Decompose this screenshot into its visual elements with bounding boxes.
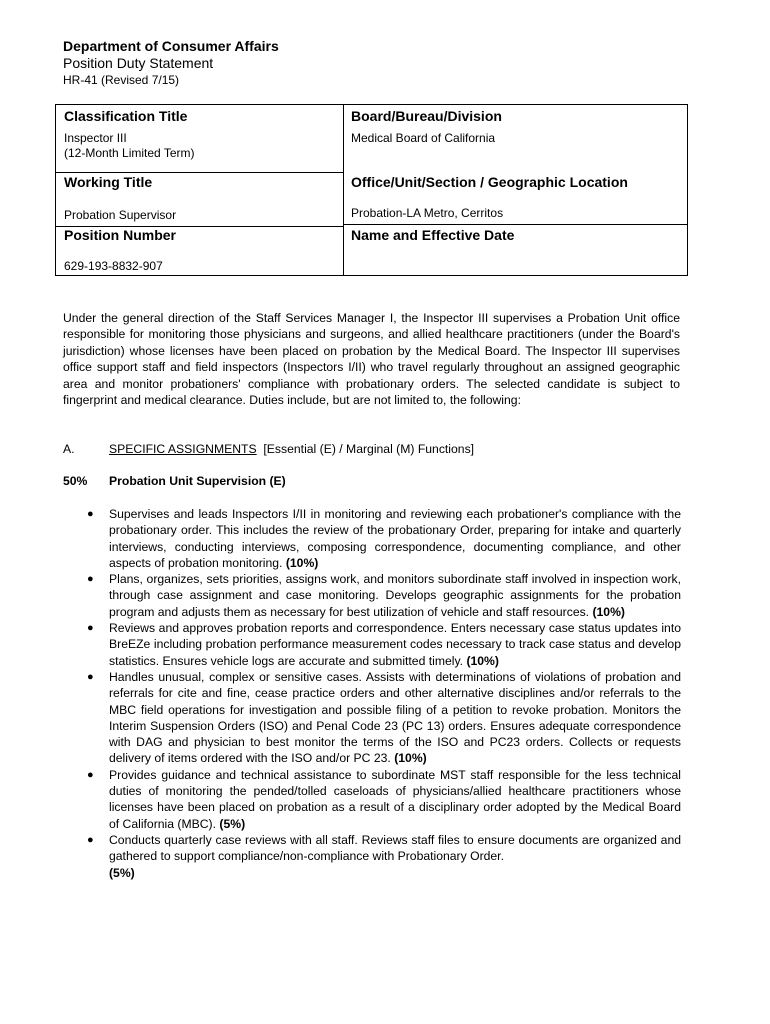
document-title: Position Duty Statement [63, 55, 214, 71]
intro-paragraph: Under the general direction of the Staff Services Manager I, the Inspector III supervises a Probation Unit office responsible for monitoring those physicians and surgeons, and allied healthcare practitioners (under the Board's jurisdiction) whose licenses have been placed on probation by the Medical Board. The Inspector III supervises office support staff and field inspectors (Inspectors I/II) who travel regularly throughout an assigned geographic area and monitor probationers' compliance with probationary orders. The selected candidate is subject to fingerprint and medical clearance. Duties include, but are not limited to, the following: [63, 311, 680, 408]
list-item [87, 571, 681, 620]
section-title: SPECIFIC ASSIGNMENTS [109, 442, 257, 456]
list-item [87, 832, 681, 881]
duty-group-percent: 50% [63, 474, 88, 488]
bullet-icon: ● [87, 833, 94, 846]
duty-text: Conducts quarterly case reviews with all staff. Reviews staff files to ensure documents are organized and gathered to support compliance/non-compliance with Probationary Order. [109, 832, 681, 864]
duty-group-heading [63, 473, 683, 489]
duty-percent: (10%) [592, 604, 625, 619]
bullet-icon: ● [87, 768, 94, 781]
duty-text: Reviews and approves probation reports and correspondence. Enters necessary case status updates into BreEZe including probation performance measurement codes necessary to track case status and develop statistics. Ensures vehicle logs are accurate and submitted timely. [109, 621, 681, 668]
form-number: HR-41 (Revised 7/15) [63, 73, 180, 87]
table-divider [343, 224, 688, 225]
bullet-icon: ● [87, 573, 94, 586]
duty-percent: (10%) [394, 751, 427, 766]
duty-text: Plans, organizes, sets priorities, assigns work, and monitors subordinate staff involved in inspection work, through case assignment and case monitoring. Develops geographic assignments for the probation program and adjusts them as necessary for best utilization of vehicle and staff resources. [109, 572, 681, 619]
list-item [87, 669, 681, 767]
table-divider [56, 172, 343, 173]
duty-percent: (5%) [219, 816, 246, 831]
office-location-value: Probation-LA Metro, Cerritos [351, 206, 504, 220]
list-item [87, 506, 681, 571]
document-header [63, 38, 687, 88]
duty-percent: (5%) [109, 865, 135, 880]
department-name: Department of Consumer Affairs [63, 38, 279, 54]
duty-percent: (10%) [285, 555, 319, 570]
section-subtitle: [Essential (E) / Marginal (M) Functions] [263, 442, 475, 456]
office-location-cell [343, 174, 688, 221]
board-cell [343, 108, 688, 146]
name-effective-date-label: Name and Effective Date [351, 227, 515, 243]
bullet-icon: ● [87, 622, 94, 635]
duty-text: Handles unusual, complex or sensitive cases. Assists with determinations of violations of probation and referrals for cite and fine, cease practice orders and other alternative disciplines and/or referrals to the MBC field operations for investigation and possible filing of a petition to revoke probation. Monitors the Interim Suspension Orders (ISO) and Penal Code 23 (PC 13) orders. Ensures adequate correspondence with DAG and physician to best monitor the terms of the ISO and PC23 orders. Collects or requests delivery of items ordered with the ISO and/or PC 23. [109, 669, 681, 766]
position-number-cell [56, 227, 343, 274]
duty-percent: (10%) [466, 653, 499, 668]
duty-list [87, 506, 681, 881]
duty-text: Provides guidance and technical assistance to subordinate MST staff responsible for the less technical duties of monitoring the pended/tolled caseloads of physicians/allied healthcare practitioners whose licenses have been placed on probation as a result of a disciplinary order adopted by the Medical Board of California (MBC). [109, 767, 681, 831]
classification-title-cell [56, 108, 343, 161]
position-info-table [55, 104, 688, 276]
duty-group-title: Probation Unit Supervision (E) [109, 474, 286, 488]
list-item [87, 767, 681, 832]
classification-term-value: (12-Month Limited Term) [64, 146, 195, 160]
name-effective-date-cell [343, 227, 688, 244]
position-number-label: Position Number [64, 227, 177, 243]
section-a-heading [63, 441, 683, 457]
board-value: Medical Board of California [351, 131, 496, 145]
position-number-value: 629-193-8832-907 [64, 259, 163, 273]
working-title-label: Working Title [64, 174, 153, 190]
working-title-value: Probation Supervisor [64, 208, 177, 222]
bullet-icon: ● [87, 670, 94, 683]
classification-title-label: Classification Title [64, 108, 188, 124]
section-letter: A. [63, 442, 75, 456]
bullet-icon: ● [87, 508, 94, 520]
board-label: Board/Bureau/Division [351, 108, 502, 124]
working-title-cell [56, 174, 343, 223]
duty-text: Supervises and leads Inspectors I/II in monitoring and reviewing each probationer's compliance with the probationary order. This includes the review of the probationary Order, preparing for intake and quarterly interviews, conducting interviews, composing correspondence, documenting compliance, and other aspects of probation monitoring. [109, 507, 681, 570]
classification-title-value: Inspector III [64, 131, 127, 145]
office-location-label: Office/Unit/Section / Geographic Location [351, 174, 628, 190]
section-title-group [109, 441, 474, 457]
list-item [87, 620, 681, 669]
